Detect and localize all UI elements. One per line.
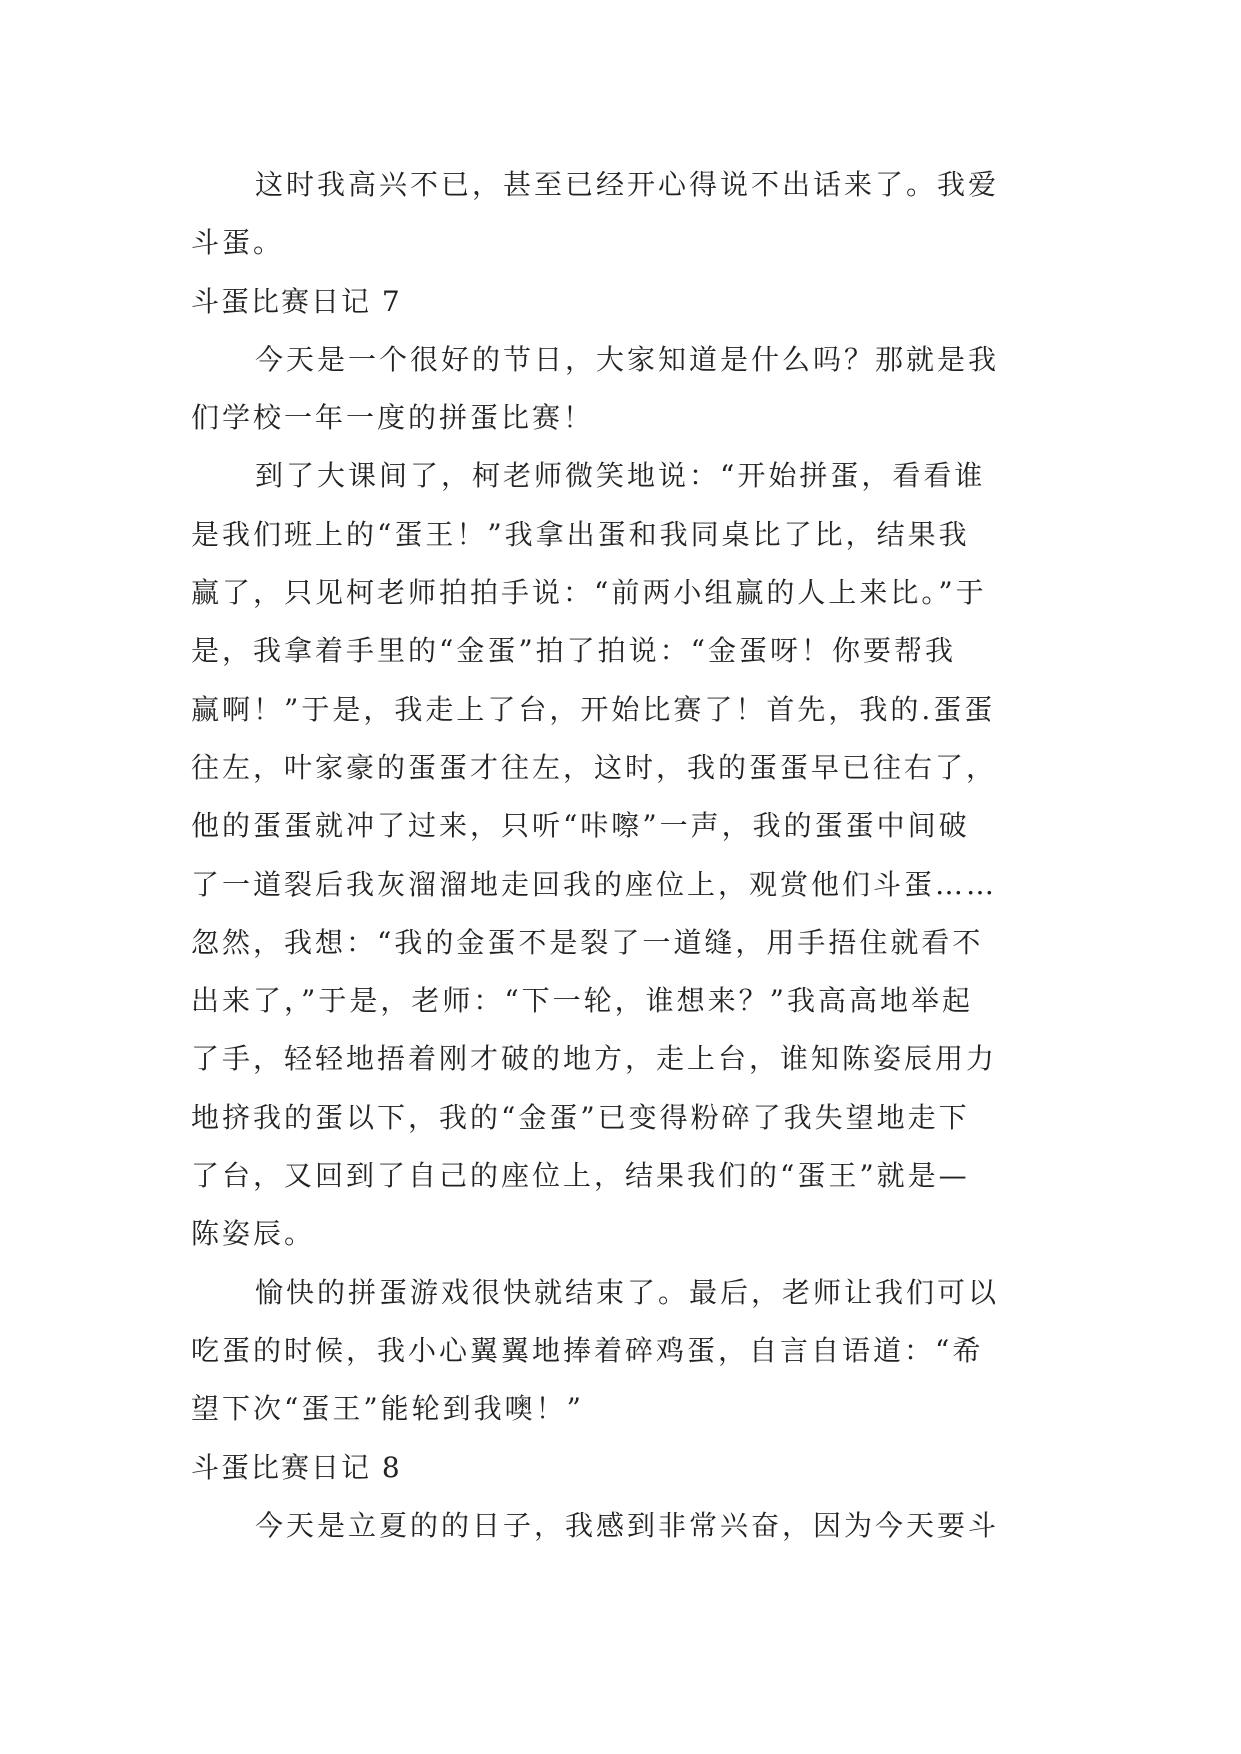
- paragraph-line: 是我们班上的“蛋王！”我拿出蛋和我同桌比了比，结果我: [191, 517, 970, 551]
- document-body: [191, 156, 1051, 1555]
- paragraph-line: 斗蛋。: [191, 226, 285, 260]
- paragraph-line: 今天是一个很好的节日，大家知道是什么吗？那就是我: [255, 342, 1000, 376]
- paragraph-line: 赢啊！”于是，我走上了台，开始比赛了！首先，我的.蛋蛋: [191, 692, 996, 726]
- paragraph-line: 望下次“蛋王”能轮到我噢！”: [191, 1392, 584, 1426]
- paragraph-line: 往左，叶家豪的蛋蛋才往左，这时，我的蛋蛋早已往右了，: [191, 750, 998, 784]
- paragraph-line: 是，我拿着手里的“金蛋”拍了拍说：“金蛋呀！你要帮我: [191, 634, 956, 668]
- paragraph-line: 出来了，”于是，老师：“下一轮，谁想来？”我高高地举起: [191, 984, 973, 1018]
- paragraph-line: 赢了，只见柯老师拍拍手说：“前两小组赢的人上来比。”于: [191, 576, 987, 610]
- paragraph-line: 陈姿辰。: [191, 1217, 316, 1251]
- section-heading: 斗蛋比赛日记 8: [191, 1450, 402, 1484]
- paragraph-line: 这时我高兴不已，甚至已经开心得说不出话来了。我爱: [255, 168, 1000, 201]
- paragraph-line: 忽然，我想：“我的金蛋不是裂了一道缝，用手捂住就看不: [191, 925, 984, 959]
- paragraph-line: 们学校一年一度的拼蛋比赛！: [191, 401, 595, 435]
- paragraph-line: 地挤我的蛋以下，我的“金蛋”已变得粉碎了我失望地走下: [191, 1100, 970, 1134]
- paragraph-line: 今天是立夏的的日子，我感到非常兴奋，因为今天要斗: [255, 1508, 1000, 1542]
- paragraph-line: 到了大课间了，柯老师微笑地说：“开始拼蛋，看看谁: [255, 459, 986, 493]
- paragraph-line: 了台，又回到了自己的座位上，结果我们的“蛋王”就是—: [191, 1159, 970, 1193]
- paragraph-line: 了一道裂后我灰溜溜地走回我的座位上，观赏他们斗蛋……: [191, 867, 998, 901]
- paragraph-line: 他的蛋蛋就冲了过来，只听“咔嚓”一声，我的蛋蛋中间破: [191, 809, 970, 843]
- paragraph-line: 愉快的拼蛋游戏很快就结束了。最后，老师让我们可以: [255, 1275, 1000, 1309]
- section-heading: 斗蛋比赛日记 7: [191, 284, 402, 318]
- paragraph-line: 吃蛋的时候，我小心翼翼地捧着碎鸡蛋，自言自语道：“希: [191, 1333, 984, 1367]
- paragraph-line: 了手，轻轻地捂着刚才破的地方，走上台，谁知陈姿辰用力: [191, 1042, 998, 1076]
